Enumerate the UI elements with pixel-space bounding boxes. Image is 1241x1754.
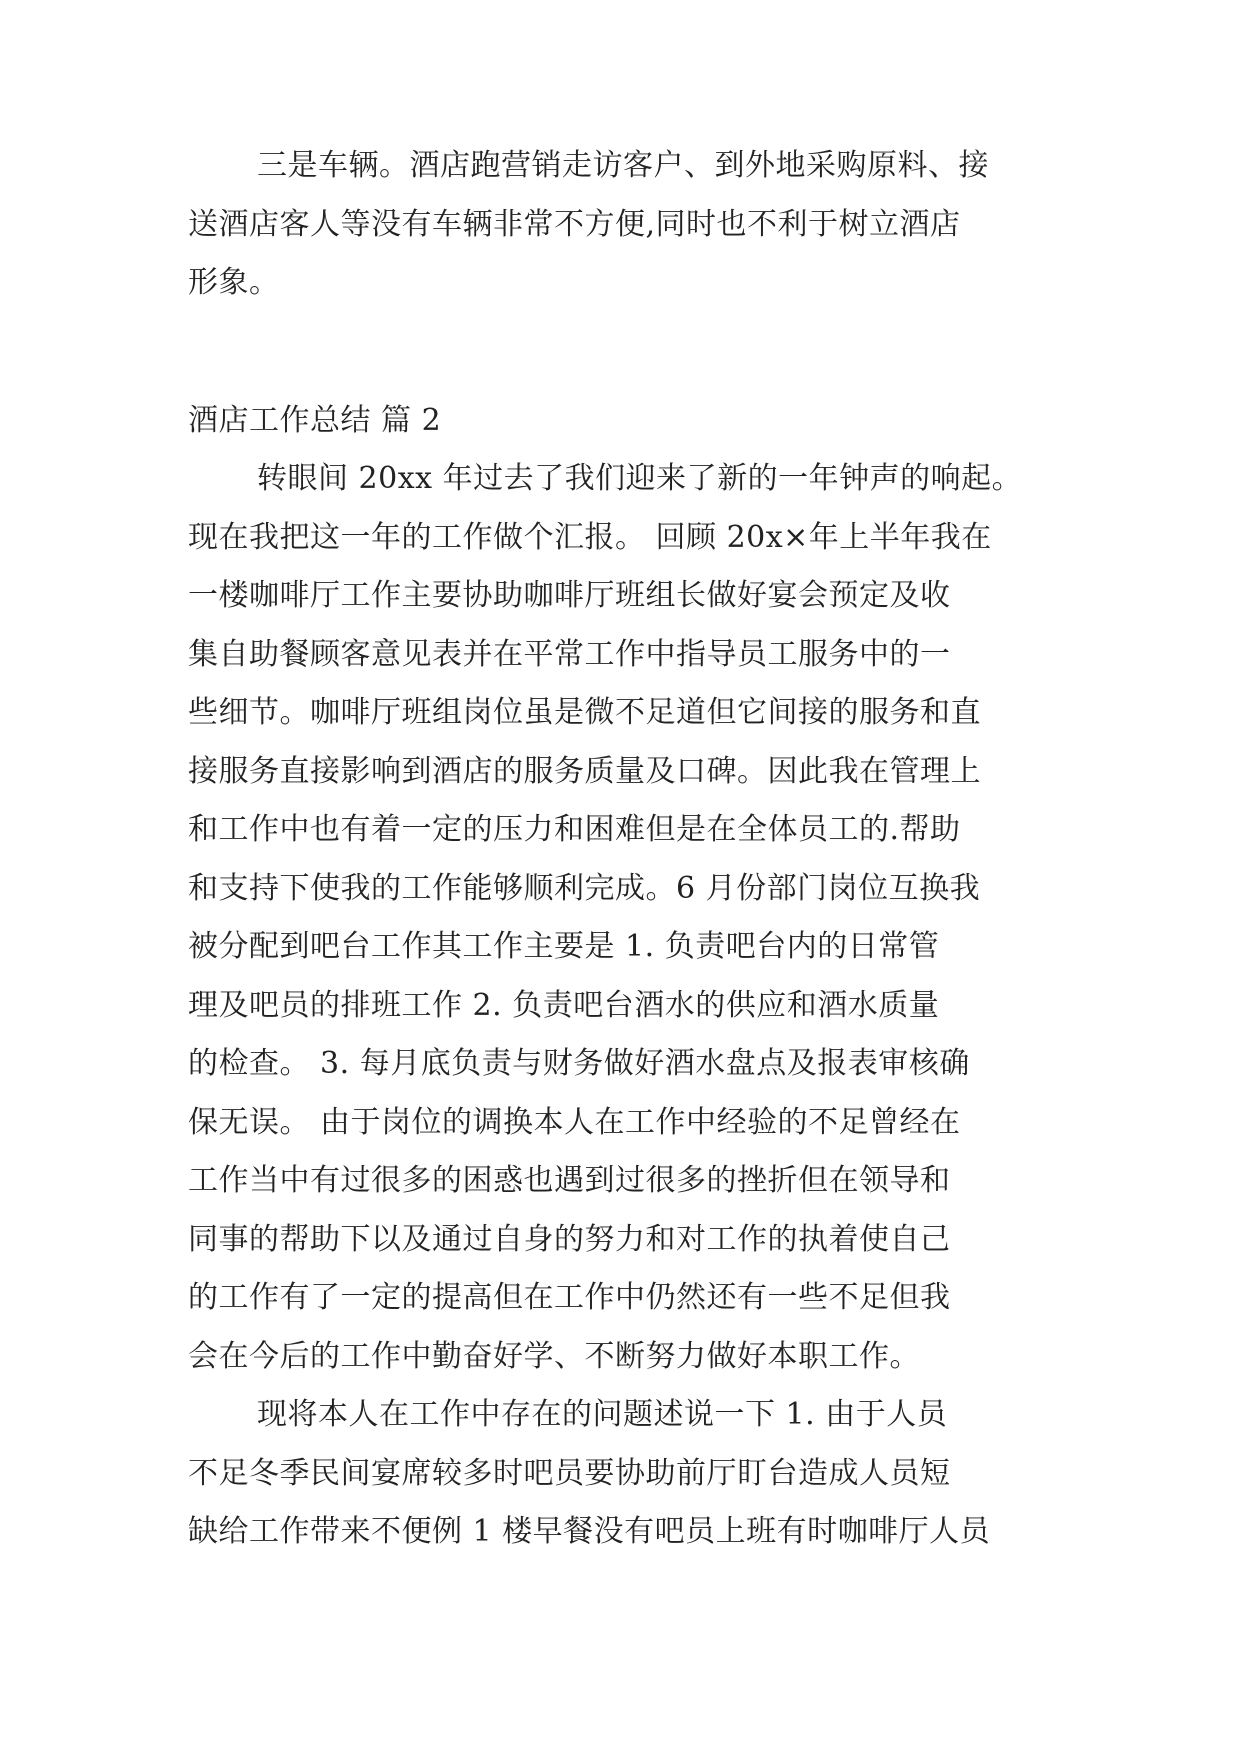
paragraph-line: 不足冬季民间宴席较多时吧员要协助前厅盯台造成人员短 [188, 1455, 951, 1491]
paragraph-line: 理及吧员的排班工作 2. 负责吧台酒水的供应和酒水质量 [188, 987, 940, 1023]
paragraph-problems [188, 1386, 1058, 1562]
paragraph-annual-report [188, 450, 1058, 1386]
paragraph-line: 一楼咖啡厅工作主要协助咖啡厅班组长做好宴会预定及收 [188, 578, 951, 613]
paragraph-line: 被分配到吧台工作其工作主要是 1. 负责吧台内的日常管 [188, 929, 940, 964]
paragraph-line: 些细节。咖啡厅班组岗位虽是微不足道但它间接的服务和直 [188, 695, 981, 730]
paragraph-line: 的检查。 3. 每月底负责与财务做好酒水盘点及报表审核确 [188, 1046, 970, 1081]
section-heading: 酒店工作总结 篇 2 [188, 403, 442, 438]
paragraph-line: 送酒店客人等没有车辆非常不方便,同时也不利于树立酒店 [188, 206, 961, 242]
paragraph-line: 会在今后的工作中勤奋好学、不断努力做好本职工作。 [188, 1338, 920, 1374]
paragraph-line: 转眼间 20xx 年过去了我们迎来了新的一年钟声的响起。 [257, 461, 1023, 496]
paragraph-line: 现将本人在工作中存在的问题述说一下 1. 由于人员 [257, 1397, 948, 1432]
paragraph-line: 工作当中有过很多的困惑也遇到过很多的挫折但在领导和 [188, 1163, 951, 1198]
paragraph-line: 形象。 [188, 265, 280, 300]
paragraph-line: 和工作中也有着一定的压力和困难但是在全体员工的.帮助 [188, 812, 961, 847]
paragraph-line: 接服务直接影响到酒店的服务质量及口碑。因此我在管理上 [188, 753, 981, 789]
paragraph-line: 和支持下使我的工作能够顺利完成。6 月份部门岗位互换我 [188, 870, 981, 906]
paragraph-line: 保无误。 由于岗位的调换本人在工作中经验的不足曾经在 [188, 1104, 961, 1140]
paragraph-line: 缺给工作带来不便例 1 楼早餐没有吧员上班有时咖啡厅人员 [188, 1514, 991, 1549]
paragraph-line: 同事的帮助下以及通过自身的努力和对工作的执着使自己 [188, 1221, 951, 1257]
paragraph-line: 三是车辆。酒店跑营销走访客户、到外地采购原料、接 [257, 148, 989, 183]
paragraph-line: 的工作有了一定的提高但在工作中仍然还有一些不足但我 [188, 1280, 951, 1315]
paragraph-vehicles [188, 137, 1058, 313]
paragraph-line: 集自助餐顾客意见表并在平常工作中指导员工服务中的一 [188, 636, 951, 672]
paragraph-line: 现在我把这一年的工作做个汇报。 回顾 20x×年上半年我在 [188, 519, 992, 555]
